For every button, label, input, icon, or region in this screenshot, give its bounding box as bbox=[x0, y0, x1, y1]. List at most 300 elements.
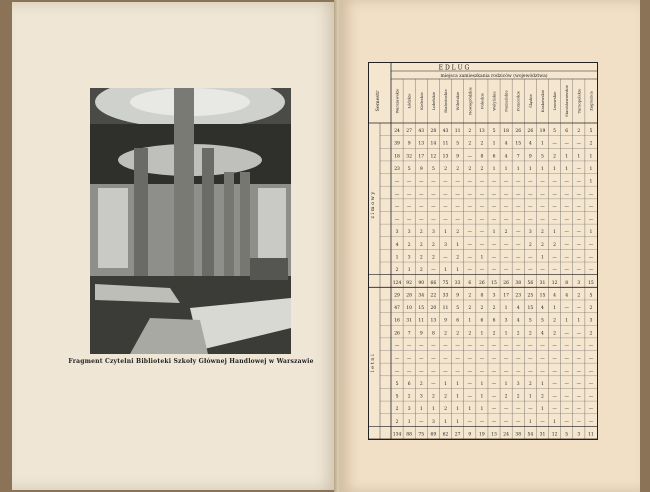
winter-cell: — bbox=[419, 179, 424, 185]
summer-cell: 16 bbox=[394, 318, 400, 324]
winter-cell: 13 bbox=[442, 154, 449, 160]
summer-cell: 2 bbox=[444, 407, 447, 413]
summer-cell: — bbox=[576, 331, 582, 337]
winter-cell: 2 bbox=[553, 154, 557, 160]
summer-total-cell: 11 bbox=[588, 432, 594, 438]
summer-cell: 2 bbox=[444, 394, 447, 400]
summer-cell: — bbox=[515, 407, 521, 413]
summer-cell: 4 bbox=[541, 306, 544, 312]
winter-cell: 1 bbox=[528, 167, 532, 173]
winter-cell: — bbox=[491, 242, 497, 248]
summer-cell: — bbox=[564, 343, 569, 349]
summer-cell: — bbox=[479, 369, 485, 375]
summer-cell: — bbox=[479, 356, 485, 362]
summer-cell: 33 bbox=[442, 293, 449, 299]
winter-cell: — bbox=[515, 192, 521, 198]
winter-cell: — bbox=[576, 268, 582, 274]
summer-cell: — bbox=[588, 381, 594, 387]
winter-cell: 13 bbox=[418, 141, 425, 147]
summer-cell: 8 bbox=[431, 331, 435, 337]
summer-cell: — bbox=[552, 343, 557, 349]
summer-cell: 1 bbox=[565, 318, 569, 324]
winter-cell: — bbox=[515, 217, 521, 223]
winter-cell: 4 bbox=[504, 154, 508, 160]
summer-cell: — bbox=[419, 419, 424, 425]
winter-cell: 5 bbox=[431, 167, 435, 173]
summer-cell: 2 bbox=[468, 293, 472, 299]
summer-cell: — bbox=[588, 419, 594, 425]
winter-cell: — bbox=[503, 204, 509, 210]
summer-cell: — bbox=[479, 419, 485, 425]
winter-cell: 2 bbox=[468, 129, 472, 135]
winter-cell: — bbox=[394, 204, 400, 210]
winter-cell: — bbox=[431, 179, 436, 185]
winter-cell: — bbox=[564, 230, 569, 236]
summer-cell: 5 bbox=[528, 318, 532, 324]
summer-cell: 2 bbox=[516, 331, 520, 337]
winter-cell: — bbox=[576, 167, 582, 173]
winter-cell: 1 bbox=[565, 154, 569, 160]
summer-cell: 6 bbox=[407, 381, 411, 387]
winter-cell: — bbox=[479, 179, 485, 185]
region-header: Wołyńskie bbox=[491, 91, 497, 111]
summer-cell: — bbox=[491, 343, 497, 349]
summer-cell: 3 bbox=[419, 394, 423, 400]
region-header: Pomorskie bbox=[515, 90, 521, 112]
summer-total-cell: 9 bbox=[468, 432, 472, 438]
winter-cell: — bbox=[588, 255, 594, 261]
summer-cell: 15 bbox=[418, 306, 425, 312]
summer-cell: — bbox=[564, 407, 569, 413]
summer-total-cell: 12 bbox=[551, 432, 558, 438]
winter-cell: — bbox=[528, 268, 533, 274]
summer-total-cell: 27 bbox=[454, 432, 461, 438]
summer-cell: 1 bbox=[456, 419, 460, 425]
winter-cell: 23 bbox=[394, 167, 400, 173]
winter-cell: 2 bbox=[553, 242, 557, 248]
winter-cell: 12 bbox=[430, 154, 437, 160]
summer-cell: — bbox=[576, 419, 582, 425]
winter-cell: — bbox=[443, 217, 448, 223]
summer-cell: — bbox=[515, 369, 521, 375]
summer-cell: 11 bbox=[418, 318, 425, 324]
winter-cell: 43 bbox=[442, 129, 449, 135]
winter-cell: 11 bbox=[442, 141, 449, 147]
summer-total-cell: 75 bbox=[418, 432, 425, 438]
winter-cell: — bbox=[467, 268, 473, 274]
winter-total-cell: 26 bbox=[479, 280, 485, 286]
winter-cell: — bbox=[564, 179, 569, 185]
winter-cell: 2 bbox=[444, 167, 447, 173]
summer-cell: 1 bbox=[541, 381, 544, 387]
winter-cell: — bbox=[576, 192, 582, 198]
summer-cell: 1 bbox=[444, 419, 447, 425]
winter-cell: 2 bbox=[407, 242, 411, 248]
winter-season-label: z i m o w y bbox=[370, 191, 376, 219]
winter-cell: 19 bbox=[539, 129, 546, 135]
summer-cell: — bbox=[455, 356, 460, 362]
summer-cell: 1 bbox=[407, 419, 411, 425]
region-header: Wileńskie bbox=[455, 91, 461, 111]
summer-cell: 6 bbox=[492, 318, 496, 324]
summer-cell: — bbox=[564, 369, 569, 375]
summer-cell: — bbox=[443, 356, 448, 362]
winter-cell: 3 bbox=[407, 230, 411, 236]
summer-cell: — bbox=[467, 343, 473, 349]
winter-cell: 2 bbox=[395, 268, 399, 274]
summer-cell: — bbox=[419, 343, 424, 349]
summer-cell: — bbox=[491, 381, 497, 387]
winter-cell: 1 bbox=[541, 167, 544, 173]
winter-cell: — bbox=[455, 204, 460, 210]
winter-cell: — bbox=[564, 141, 569, 147]
winter-cell: — bbox=[540, 179, 545, 185]
statistics-table bbox=[368, 62, 598, 440]
winter-cell: 1 bbox=[444, 230, 447, 236]
winter-cell: — bbox=[564, 268, 569, 274]
summer-cell: — bbox=[431, 369, 436, 375]
summer-cell: — bbox=[576, 356, 582, 362]
summer-cell: 9 bbox=[456, 293, 460, 299]
summer-cell: — bbox=[576, 343, 582, 349]
winter-cell: 5 bbox=[492, 129, 496, 135]
region-header: Tarnopolskie bbox=[576, 88, 582, 114]
summer-cell: 4 bbox=[553, 293, 557, 299]
winter-cell: 1 bbox=[553, 230, 557, 236]
winter-cell: 1 bbox=[565, 167, 569, 173]
winter-cell: — bbox=[552, 179, 557, 185]
winter-cell: — bbox=[443, 204, 448, 210]
summer-cell: 2 bbox=[589, 331, 593, 337]
summer-cell: 4 bbox=[516, 306, 520, 312]
summer-cell: 2 bbox=[419, 381, 423, 387]
summer-cell: — bbox=[552, 369, 557, 375]
winter-cell: 6 bbox=[565, 129, 569, 135]
summer-cell: — bbox=[528, 369, 533, 375]
winter-cell: 28 bbox=[430, 129, 437, 135]
region-header: Lwowskie bbox=[552, 91, 558, 111]
winter-cell: 6 bbox=[492, 154, 496, 160]
winter-total-cell: 33 bbox=[454, 280, 461, 286]
summer-cell: 1 bbox=[444, 381, 447, 387]
winter-cell: 1 bbox=[395, 255, 399, 261]
winter-cell: — bbox=[503, 255, 509, 261]
winter-cell: — bbox=[467, 192, 473, 198]
summer-cell: — bbox=[528, 407, 533, 413]
summer-cell: 2 bbox=[492, 306, 496, 312]
winter-cell: 2 bbox=[456, 167, 460, 173]
summer-cell: — bbox=[419, 356, 424, 362]
winter-total-cell: 15 bbox=[588, 280, 594, 286]
summer-cell: 1 bbox=[456, 394, 460, 400]
region-header: Poznańskie bbox=[503, 90, 509, 112]
winter-cell: — bbox=[515, 179, 521, 185]
winter-cell: — bbox=[503, 217, 509, 223]
summer-cell: 1 bbox=[553, 306, 557, 312]
winter-cell: — bbox=[503, 268, 509, 274]
winter-cell: 39 bbox=[394, 141, 400, 147]
summer-cell: — bbox=[491, 356, 497, 362]
summer-cell: 2 bbox=[577, 293, 581, 299]
winter-total-cell: 124 bbox=[392, 280, 402, 286]
winter-cell: — bbox=[576, 242, 582, 248]
summer-total-cell: 19 bbox=[479, 432, 485, 438]
region-header: Nowogródzkie bbox=[467, 87, 473, 115]
summer-cell: — bbox=[576, 407, 582, 413]
winter-cell: — bbox=[431, 217, 436, 223]
winter-cell: 2 bbox=[541, 230, 544, 236]
summer-cell: 1 bbox=[480, 331, 484, 337]
summer-cell: — bbox=[491, 419, 497, 425]
summer-cell: — bbox=[515, 419, 521, 425]
winter-cell: — bbox=[455, 192, 460, 198]
summer-cell: 9 bbox=[444, 318, 447, 324]
region-header: Zagranica bbox=[588, 91, 594, 111]
winter-cell: — bbox=[503, 242, 509, 248]
summer-cell: 11 bbox=[442, 306, 449, 312]
summer-cell: — bbox=[552, 381, 557, 387]
summer-cell: 2 bbox=[541, 394, 544, 400]
winter-cell: — bbox=[479, 192, 485, 198]
winter-total-cell: 75 bbox=[442, 280, 449, 286]
summer-cell: — bbox=[443, 369, 448, 375]
summer-cell: 1 bbox=[419, 407, 423, 413]
summer-cell: 2 bbox=[468, 331, 472, 337]
summer-cell: 20 bbox=[430, 306, 437, 312]
winter-cell: — bbox=[491, 204, 497, 210]
summer-cell: — bbox=[467, 356, 473, 362]
winter-cell: — bbox=[503, 179, 509, 185]
summer-cell: 3 bbox=[504, 318, 508, 324]
summer-cell: — bbox=[394, 356, 400, 362]
summer-cell: 1 bbox=[431, 407, 435, 413]
winter-cell: 1 bbox=[492, 230, 496, 236]
winter-cell: 4 bbox=[395, 242, 399, 248]
summer-cell: — bbox=[443, 343, 448, 349]
summer-cell: — bbox=[431, 381, 436, 387]
winter-cell: — bbox=[467, 255, 473, 261]
summer-cell: 15 bbox=[527, 306, 534, 312]
summer-cell: 2 bbox=[516, 394, 520, 400]
winter-cell: — bbox=[528, 217, 533, 223]
winter-cell: 1 bbox=[589, 154, 593, 160]
winter-cell: — bbox=[406, 192, 412, 198]
summer-cell: — bbox=[503, 343, 509, 349]
summer-cell: — bbox=[576, 369, 582, 375]
winter-cell: — bbox=[394, 179, 400, 185]
summer-cell: 2 bbox=[456, 331, 460, 337]
summer-cell: 3 bbox=[431, 419, 435, 425]
summer-cell: 15 bbox=[539, 293, 546, 299]
summer-cell: — bbox=[588, 356, 594, 362]
summer-cell: — bbox=[528, 343, 533, 349]
summer-cell: — bbox=[455, 369, 460, 375]
winter-cell: 1 bbox=[456, 242, 460, 248]
winter-cell: — bbox=[479, 268, 485, 274]
summer-total-cell: 134 bbox=[392, 432, 402, 438]
winter-total-cell: 92 bbox=[406, 280, 413, 286]
summer-cell: 1 bbox=[504, 306, 508, 312]
winter-total-cell: 12 bbox=[551, 280, 558, 286]
summer-cell: — bbox=[503, 419, 509, 425]
winter-cell: 2 bbox=[480, 141, 484, 147]
winter-cell: 2 bbox=[528, 242, 532, 248]
winter-cell: — bbox=[564, 204, 569, 210]
summer-cell: — bbox=[540, 343, 545, 349]
summer-cell: 1 bbox=[468, 407, 472, 413]
summer-cell: — bbox=[455, 343, 460, 349]
winter-cell: 5 bbox=[541, 154, 544, 160]
winter-cell: — bbox=[491, 268, 497, 274]
summer-cell: 5 bbox=[395, 381, 399, 387]
summer-cell: — bbox=[491, 407, 497, 413]
winter-cell: 1 bbox=[480, 255, 484, 261]
winter-cell: 8 bbox=[480, 154, 484, 160]
winter-cell: 32 bbox=[406, 154, 413, 160]
summer-cell: — bbox=[515, 356, 521, 362]
photo-caption: Fragment Czytelni Biblioteki Szkoły Głównej Handlowej w Warszawie bbox=[68, 358, 314, 365]
winter-cell: — bbox=[394, 217, 400, 223]
region-header: Kieleckie bbox=[418, 92, 424, 110]
winter-cell: 2 bbox=[456, 230, 460, 236]
summer-cell: — bbox=[564, 356, 569, 362]
winter-cell: 5 bbox=[553, 129, 557, 135]
winter-cell: 9 bbox=[407, 141, 411, 147]
summer-cell: — bbox=[540, 356, 545, 362]
summer-cell: 1 bbox=[480, 394, 484, 400]
summer-cell: — bbox=[394, 369, 400, 375]
region-header: Krakowskie bbox=[539, 89, 545, 113]
winter-cell: 1 bbox=[541, 255, 544, 261]
winter-cell: — bbox=[491, 179, 497, 185]
summer-cell: 5 bbox=[395, 394, 399, 400]
winter-cell: — bbox=[540, 192, 545, 198]
summer-cell: 1 bbox=[541, 407, 544, 413]
summer-cell: — bbox=[552, 394, 557, 400]
winter-cell: — bbox=[419, 192, 424, 198]
summer-cell: 2 bbox=[553, 318, 557, 324]
winter-cell: 9 bbox=[419, 167, 423, 173]
summer-cell: — bbox=[564, 394, 569, 400]
winter-cell: 13 bbox=[479, 129, 485, 135]
summer-cell: 2 bbox=[480, 306, 484, 312]
summer-total-cell: 31 bbox=[539, 432, 546, 438]
summer-cell: — bbox=[552, 356, 557, 362]
winter-cell: 3 bbox=[444, 242, 447, 248]
winter-total-cell: 15 bbox=[491, 280, 497, 286]
winter-cell: — bbox=[394, 192, 400, 198]
winter-cell: 43 bbox=[418, 129, 425, 135]
summer-cell: 2 bbox=[528, 381, 532, 387]
summer-cell: — bbox=[576, 306, 582, 312]
summer-cell: 2 bbox=[504, 394, 508, 400]
winter-cell: 7 bbox=[516, 154, 520, 160]
winter-cell: 1 bbox=[577, 154, 581, 160]
summer-cell: — bbox=[503, 369, 509, 375]
winter-cell: 2 bbox=[431, 255, 435, 261]
summer-cell: — bbox=[467, 419, 473, 425]
winter-cell: — bbox=[515, 242, 521, 248]
summer-cell: 1 bbox=[480, 381, 484, 387]
winter-cell: — bbox=[564, 242, 569, 248]
winter-total-cell: 90 bbox=[418, 280, 425, 286]
winter-cell: — bbox=[552, 217, 557, 223]
winter-cell: 1 bbox=[407, 268, 411, 274]
winter-total-cell: 31 bbox=[539, 280, 546, 286]
winter-cell: 1 bbox=[492, 167, 496, 173]
winter-cell: — bbox=[431, 204, 436, 210]
winter-cell: 2 bbox=[419, 268, 423, 274]
winter-cell: — bbox=[443, 179, 448, 185]
winter-cell: 1 bbox=[456, 268, 460, 274]
summer-cell: 4 bbox=[516, 318, 520, 324]
winter-cell: — bbox=[576, 204, 582, 210]
summer-cell: 5 bbox=[589, 293, 593, 299]
summer-cell: 17 bbox=[503, 293, 509, 299]
semestr-header: Semestr bbox=[375, 90, 381, 112]
winter-cell: — bbox=[467, 154, 473, 160]
summer-cell: — bbox=[431, 356, 436, 362]
winter-cell: 5 bbox=[456, 141, 460, 147]
winter-cell: 3 bbox=[431, 230, 435, 236]
winter-cell: 9 bbox=[456, 154, 460, 160]
winter-cell: 3 bbox=[528, 230, 532, 236]
winter-total-cell: 56 bbox=[527, 280, 534, 286]
winter-cell: — bbox=[406, 204, 412, 210]
summer-cell: — bbox=[564, 419, 569, 425]
winter-cell: 17 bbox=[418, 154, 425, 160]
winter-cell: 2 bbox=[468, 167, 472, 173]
summer-cell: — bbox=[431, 343, 436, 349]
header-subtitle: miejsca zamieszkania rodziców (województwa) bbox=[440, 74, 548, 79]
summer-season-label: l e t n i bbox=[370, 354, 376, 373]
summer-cell: — bbox=[564, 331, 569, 337]
winter-cell: — bbox=[540, 268, 545, 274]
summer-cell: 2 bbox=[589, 306, 593, 312]
winter-cell: 15 bbox=[515, 141, 522, 147]
winter-cell: — bbox=[467, 242, 473, 248]
summer-cell: 31 bbox=[406, 318, 413, 324]
winter-cell: 2 bbox=[468, 141, 472, 147]
summer-total-cell: 88 bbox=[406, 432, 413, 438]
summer-cell: — bbox=[479, 343, 485, 349]
winter-cell: 24 bbox=[394, 129, 400, 135]
winter-cell: 18 bbox=[503, 129, 509, 135]
summer-cell: 1 bbox=[528, 394, 532, 400]
summer-cell: — bbox=[467, 381, 473, 387]
summer-cell: 7 bbox=[407, 331, 411, 337]
summer-cell: 22 bbox=[430, 293, 437, 299]
winter-cell: 2 bbox=[419, 230, 423, 236]
summer-total-cell: 3 bbox=[577, 432, 581, 438]
winter-cell: 2 bbox=[589, 141, 593, 147]
winter-cell: 1 bbox=[553, 167, 557, 173]
winter-cell: — bbox=[467, 204, 473, 210]
region-header: Warszawskie bbox=[394, 88, 400, 114]
winter-cell: 2 bbox=[480, 167, 484, 173]
winter-cell: 2 bbox=[456, 255, 460, 261]
region-header: Stanisławowskie bbox=[564, 85, 570, 117]
summer-cell: — bbox=[406, 343, 412, 349]
winter-cell: — bbox=[443, 192, 448, 198]
summer-cell: — bbox=[394, 343, 400, 349]
summer-cell: 4 bbox=[565, 293, 569, 299]
summer-cell: 3 bbox=[407, 407, 411, 413]
winter-cell: — bbox=[491, 217, 497, 223]
summer-cell: 2 bbox=[395, 419, 399, 425]
winter-cell: — bbox=[479, 217, 485, 223]
winter-cell: — bbox=[419, 204, 424, 210]
